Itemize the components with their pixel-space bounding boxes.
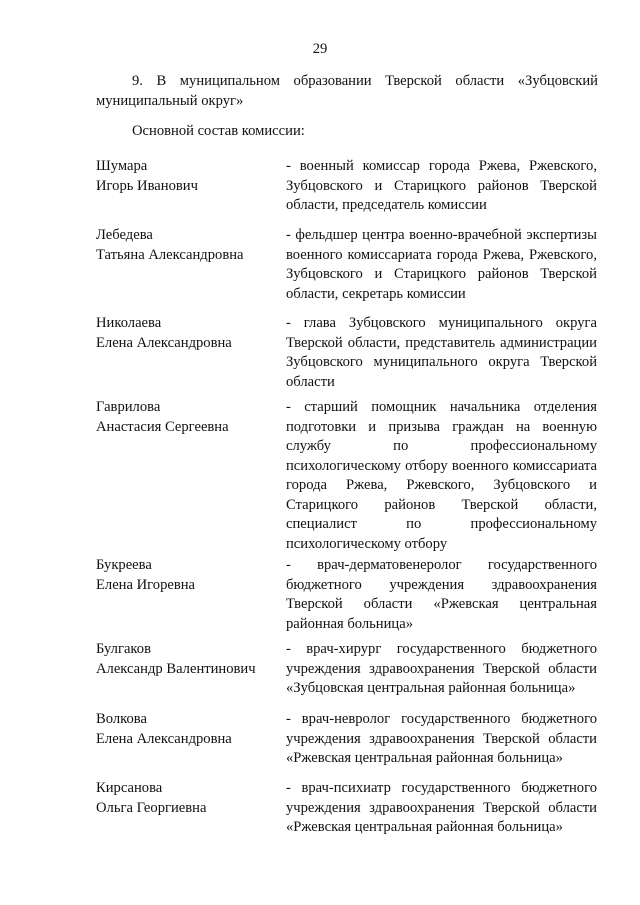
member-name: [96, 556, 276, 595]
member-surname: Шумара: [96, 158, 148, 174]
member-role: - старший помощник начальника отделения подготовки и призыва граждан на военную службу по профессиональному психологическому отбору военного комиссариата города Ржева, Ржевского, Зубцовского и Старицкого районов Тверской области, специалист по профессиональному психологическому отбору: [286, 399, 597, 552]
member-role: - врач-дерматовенеролог государственного бюджетного учреждения здравоохранения Тверской области «Ржевская центральная районная больница»: [286, 557, 597, 632]
member-role: - глава Зубцовского муниципального округа Тверской области, представитель администрации Зубцовского муниципального округа Тверской области: [286, 315, 597, 390]
member-role: - фельдшер центра военно-врачебной экспертизы военного комиссариата города Ржева, Ржевского, Зубцовского и Старицкого районов Тверской области, секретарь комиссии: [286, 227, 597, 302]
member-given-name: Ольга Георгиевна: [96, 799, 207, 816]
member-name: [96, 779, 276, 818]
member-role: - врач-невролог государственного бюджетного учреждения здравоохранения Тверской области «Ржевская центральная районная больница»: [286, 711, 597, 766]
member-surname: Гаврилова: [96, 399, 161, 415]
member-given-name: Игорь Иванович: [96, 177, 198, 194]
member-role: - врач-хирург государственного бюджетного учреждения здравоохранения Тверской области «Зубцовская центральная районная больница»: [286, 641, 597, 696]
member-name: [96, 314, 276, 353]
member-role: - военный комиссар города Ржева, Ржевского, Зубцовского и Старицкого районов Тверской области, председатель комиссии: [286, 158, 597, 213]
member-name: [96, 640, 276, 679]
member-name: [96, 226, 276, 265]
member-given-name: Анастасия Сергеевна: [96, 418, 229, 435]
member-surname: Кирсанова: [96, 780, 163, 796]
commission-subheading: Основной состав комиссии:: [132, 123, 305, 139]
member-given-name: Елена Александровна: [96, 730, 232, 747]
member-surname: Букреева: [96, 557, 152, 573]
member-surname: Лебедева: [96, 227, 153, 243]
member-name: [96, 157, 276, 196]
member-surname: Волкова: [96, 711, 147, 727]
member-surname: Булгаков: [96, 641, 151, 657]
member-given-name: Елена Александровна: [96, 334, 232, 351]
member-name: [96, 710, 276, 749]
member-given-name: Александр Валентинович: [96, 660, 256, 677]
member-given-name: Елена Игоревна: [96, 576, 196, 593]
member-given-name: Татьяна Александровна: [96, 246, 244, 263]
page-number: 29: [312, 41, 328, 57]
member-role: - врач-психиатр государственного бюджетного учреждения здравоохранения Тверской области «Ржевская центральная районная больница»: [286, 780, 597, 835]
section-heading: 9. В муниципальном образовании Тверской области «Зубцовский муниципальный округ»: [96, 73, 598, 109]
member-surname: Николаева: [96, 315, 162, 331]
member-name: [96, 398, 276, 437]
